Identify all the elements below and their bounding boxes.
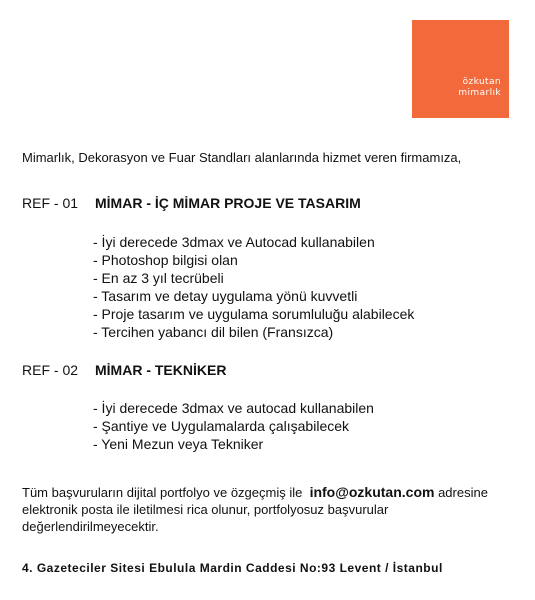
ref-02-title: MİMAR - TEKNİKER [95,362,227,378]
company-logo [412,20,509,118]
application-text-before: Tüm başvuruların dijital portfolyo ve özgeçmiş ile [22,485,303,500]
list-item: - En az 3 yıl tecrübeli [93,270,224,286]
ref-02-code: REF - 02 [22,362,79,378]
ref-01-code: REF - 01 [22,195,79,211]
list-item: - İyi derecede 3dmax ve Autocad kullanabilen [93,234,375,250]
logo-line-1: özkutan [462,77,501,87]
list-item: - Tasarım ve detay uygulama yönü kuvvetli [93,288,358,304]
ref-02-heading [22,362,226,378]
logo-line-2: mimarlık [458,88,501,98]
intro-text: Mimarlık, Dekorasyon ve Fuar Standları alanlarında hizmet veren firmamıza, [22,150,462,165]
ref-01-title: MİMAR - İÇ MİMAR PROJE VE TASARIM [95,195,361,211]
list-item: - Şantiye ve Uygulamalarda çalışabilecek [93,418,350,434]
list-item: - Proje tasarım ve uygulama sorumluluğu alabilecek [93,306,415,322]
company-address: 4. Gazeteciler Sitesi Ebulula Mardin Caddesi No:93 Levent / İstanbul [22,561,443,575]
list-item: - Tercihen yabancı dil bilen (Fransızca) [93,324,334,340]
application-instructions [22,484,512,535]
list-item: - İyi derecede 3dmax ve autocad kullanabilen [93,400,374,416]
ref-01-heading [22,195,361,211]
list-item: - Yeni Mezun veya Tekniker [93,436,264,452]
application-text-after: adresine elektronik posta ile iletilmesi rica olunur, portfolyosuz başvurular değerlendirilmeyecektir. [22,485,488,534]
ref-01-requirements [93,233,414,341]
ref-02-requirements [93,399,374,453]
list-item: - Photoshop bilgisi olan [93,252,238,268]
contact-email-link[interactable]: info@ozkutan.com [309,484,435,500]
